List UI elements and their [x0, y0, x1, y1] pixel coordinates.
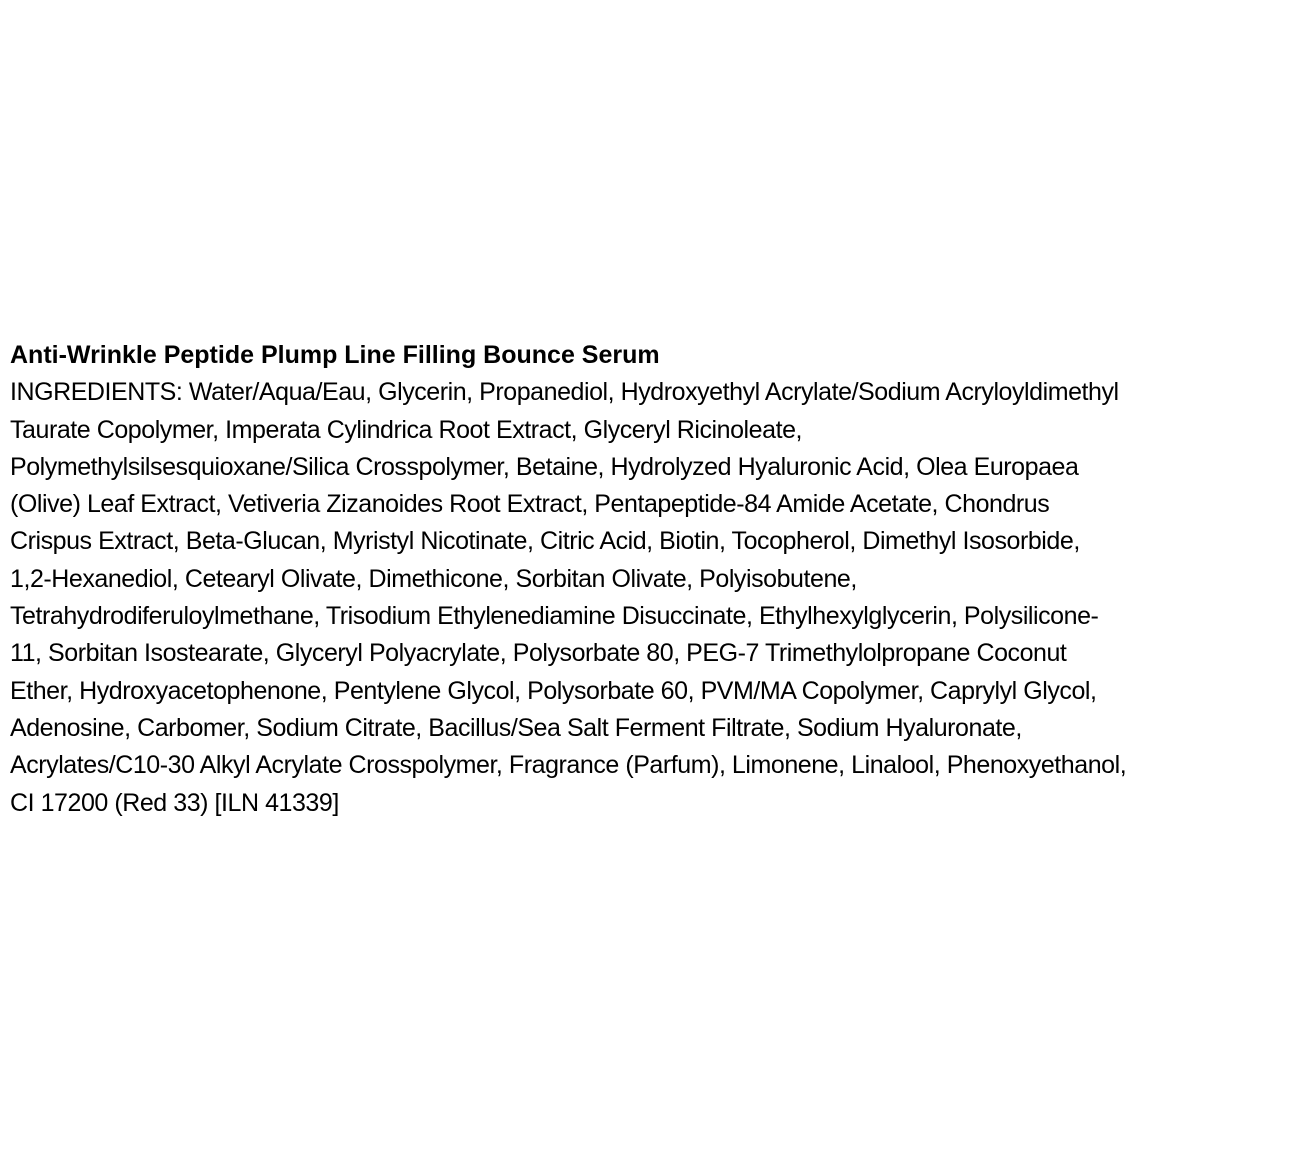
ingredients-line: (Olive) Leaf Extract, Vetiveria Zizanoides Root Extract, Pentapeptide-84 Amide Acetate, Chondrus — [10, 490, 1050, 519]
ingredients-line: Ether, Hydroxyacetophenone, Pentylene Glycol, Polysorbate 60, PVM/MA Copolymer, Caprylyl Glycol, — [10, 676, 1097, 705]
ingredients-line: Crispus Extract, Beta-Glucan, Myristyl Nicotinate, Citric Acid, Biotin, Tocopherol, Dimethyl Isosorbide, — [10, 527, 1080, 556]
ingredients-line: Taurate Copolymer, Imperata Cylindrica Root Extract, Glyceryl Ricinoleate, — [10, 415, 803, 444]
ingredients-line: CI 17200 (Red 33) [ILN 41339] — [10, 788, 339, 817]
ingredients-line: INGREDIENTS: Water/Aqua/Eau, Glycerin, Propanediol, Hydroxyethyl Acrylate/Sodium Acryloyldimethyl — [10, 378, 1119, 407]
ingredient-label — [10, 337, 1310, 822]
ingredients-line: Adenosine, Carbomer, Sodium Citrate, Bacillus/Sea Salt Ferment Filtrate, Sodium Hyaluronate, — [10, 713, 1022, 742]
ingredients-line: Polymethylsilsesquioxane/Silica Crosspolymer, Betaine, Hydrolyzed Hyaluronic Acid, Olea Europaea — [10, 452, 1079, 481]
ingredients-line: 11, Sorbitan Isostearate, Glyceryl Polyacrylate, Polysorbate 80, PEG-7 Trimethylolpropane Coconut — [10, 639, 1067, 668]
product-title: Anti-Wrinkle Peptide Plump Line Filling Bounce Serum — [10, 341, 660, 369]
ingredients-line: Acrylates/C10-30 Alkyl Acrylate Crosspolymer, Fragrance (Parfum), Limonene, Linalool, Phenoxyethanol, — [10, 751, 1127, 780]
ingredients-line: Tetrahydrodiferuloylmethane, Trisodium Ethylenediamine Disuccinate, Ethylhexylglycerin, Polysilicone- — [10, 602, 1099, 631]
ingredients-line: 1,2-Hexanediol, Cetearyl Olivate, Dimethicone, Sorbitan Olivate, Polyisobutene, — [10, 564, 857, 593]
